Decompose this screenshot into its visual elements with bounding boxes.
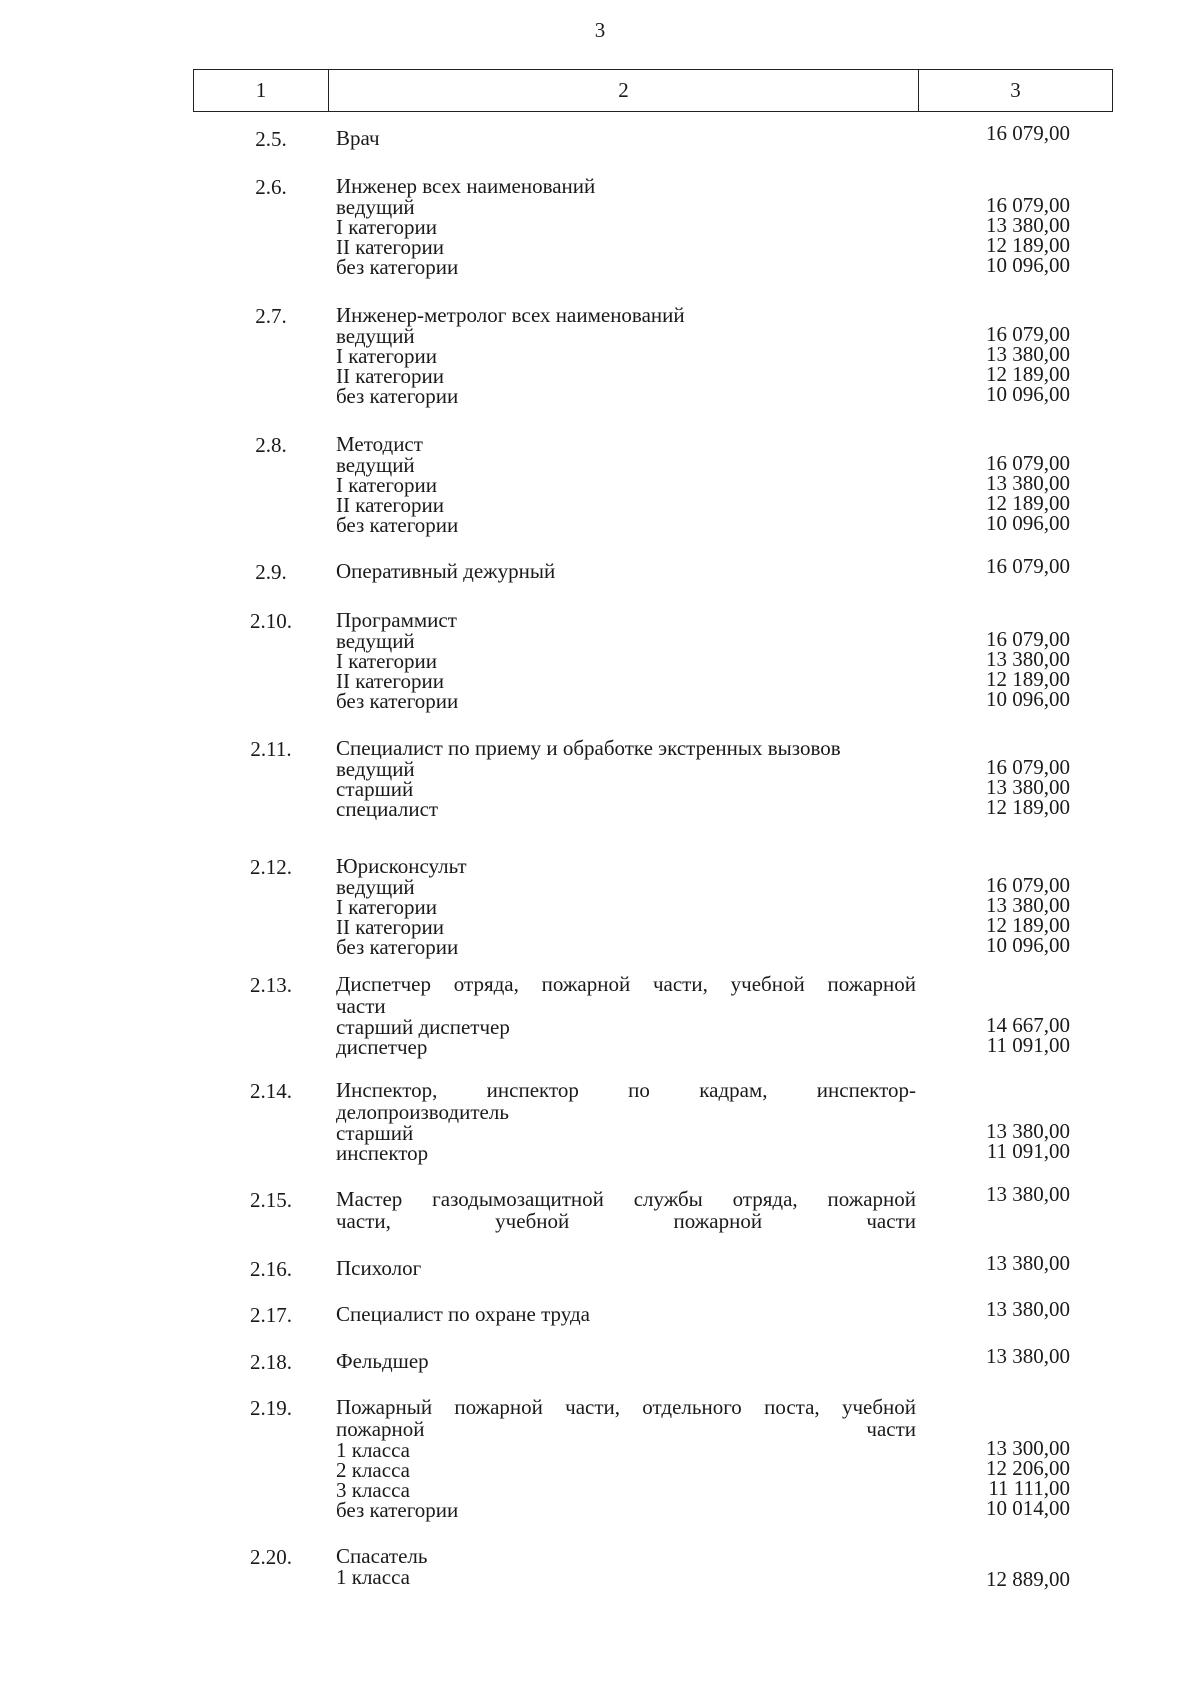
row-number: 2.13. bbox=[250, 973, 292, 997]
position-grade: ведущий bbox=[336, 453, 415, 477]
row-number: 2.8. bbox=[255, 433, 287, 457]
row-description bbox=[336, 560, 916, 582]
salary-value: 12 189,00 bbox=[986, 491, 1070, 515]
row-number: 2.14. bbox=[250, 1079, 292, 1103]
salary-value: 10 096,00 bbox=[986, 253, 1070, 277]
position-title: Мастер газодымозащитной службы отряда, пожарной bbox=[336, 1187, 916, 1211]
salary-value: 13 380,00 bbox=[986, 1297, 1070, 1321]
row-number: 2.16. bbox=[250, 1257, 292, 1281]
row-number: 2.6. bbox=[255, 175, 287, 199]
row-salary-values bbox=[940, 123, 1070, 143]
row-number: 2.12. bbox=[250, 855, 292, 879]
position-grade: I категории bbox=[336, 344, 437, 368]
salary-value: 12 206,00 bbox=[986, 1456, 1070, 1480]
salary-value: 13 380,00 bbox=[986, 342, 1070, 366]
row-description bbox=[336, 433, 916, 535]
salary-value: 13 380,00 bbox=[986, 647, 1070, 671]
position-grade: ведущий bbox=[336, 757, 415, 781]
position-title: делопроизводитель bbox=[336, 1100, 509, 1124]
salary-value: 13 380,00 bbox=[986, 893, 1070, 917]
row-number: 2.5. bbox=[255, 127, 287, 151]
row-number: 2.7. bbox=[255, 304, 287, 328]
position-grade: II категории bbox=[336, 669, 444, 693]
salary-value: 12 189,00 bbox=[986, 233, 1070, 257]
row-description bbox=[336, 973, 916, 1057]
position-grade: I категории bbox=[336, 215, 437, 239]
position-title: Врач bbox=[336, 126, 380, 150]
position-grade: 1 класса bbox=[336, 1438, 410, 1462]
salary-value: 12 889,00 bbox=[986, 1567, 1070, 1591]
position-title: Оперативный дежурный bbox=[336, 559, 556, 583]
position-grade: ведущий bbox=[336, 629, 415, 653]
position-title: Юрисконсульт bbox=[336, 854, 467, 878]
position-grade: 2 класса bbox=[336, 1458, 410, 1482]
position-grade: II категории bbox=[336, 235, 444, 259]
position-grade: старший bbox=[336, 777, 414, 801]
salary-value: 12 189,00 bbox=[986, 667, 1070, 691]
position-grade: I категории bbox=[336, 473, 437, 497]
position-title: Пожарный пожарной части, отдельного поста, учебной bbox=[336, 1395, 916, 1419]
position-grade: специалист bbox=[336, 797, 439, 821]
position-grade: старший bbox=[336, 1121, 414, 1145]
header-col-2: 2 bbox=[329, 70, 919, 111]
position-grade: без категории bbox=[336, 689, 459, 713]
position-grade: II категории bbox=[336, 915, 444, 939]
position-grade: 1 класса bbox=[336, 1565, 410, 1589]
row-number: 2.19. bbox=[250, 1396, 292, 1420]
salary-value: 16 079,00 bbox=[986, 193, 1070, 217]
salary-value: 14 667,00 bbox=[986, 1013, 1070, 1037]
position-grade: II категории bbox=[336, 493, 444, 517]
position-grade: без категории bbox=[336, 513, 459, 537]
salary-value: 11 091,00 bbox=[986, 1139, 1070, 1163]
row-number: 2.11. bbox=[250, 737, 292, 761]
row-number: 2.9. bbox=[255, 560, 287, 584]
salary-value: 12 189,00 bbox=[986, 795, 1070, 819]
row-salary-values bbox=[940, 1184, 1070, 1204]
position-grade: I категории bbox=[336, 895, 437, 919]
position-grade: 3 класса bbox=[336, 1478, 410, 1502]
row-description bbox=[336, 304, 916, 406]
salary-value: 16 079,00 bbox=[986, 873, 1070, 897]
row-description bbox=[336, 609, 916, 711]
row-salary-values bbox=[940, 195, 1070, 275]
salary-value: 10 096,00 bbox=[986, 511, 1070, 535]
header-col-1: 1 bbox=[194, 70, 329, 111]
salary-value: 10 096,00 bbox=[986, 382, 1070, 406]
salary-value: 12 189,00 bbox=[986, 913, 1070, 937]
salary-value: 13 380,00 bbox=[986, 213, 1070, 237]
position-title: Фельдшер bbox=[336, 1349, 429, 1373]
position-title: Методист bbox=[336, 432, 423, 456]
position-title: Диспетчер отряда, пожарной части, учебной пожарной bbox=[336, 972, 916, 996]
table-header bbox=[193, 69, 1113, 112]
row-description bbox=[336, 127, 916, 149]
salary-value: 13 380,00 bbox=[986, 471, 1070, 495]
position-grade: без категории bbox=[336, 255, 459, 279]
row-description bbox=[336, 855, 916, 957]
row-salary-values bbox=[940, 757, 1070, 817]
position-title: части, учебной пожарной части bbox=[336, 1209, 916, 1233]
salary-value: 13 380,00 bbox=[986, 1119, 1070, 1143]
position-grade: без категории bbox=[336, 935, 459, 959]
row-description bbox=[336, 1545, 916, 1587]
position-grade: диспетчер bbox=[336, 1035, 428, 1059]
salary-value: 10 096,00 bbox=[986, 687, 1070, 711]
position-title: Специалист по приему и обработке экстренных вызовов bbox=[336, 736, 841, 760]
salary-value: 13 380,00 bbox=[986, 1182, 1070, 1206]
position-grade: ведущий bbox=[336, 875, 415, 899]
row-number: 2.15. bbox=[250, 1188, 292, 1212]
row-description bbox=[336, 737, 916, 819]
position-title: Инспектор, инспектор по кадрам, инспектор- bbox=[336, 1078, 916, 1102]
position-grade: без категории bbox=[336, 1498, 459, 1522]
row-salary-values bbox=[940, 1253, 1070, 1273]
row-salary-values bbox=[940, 1015, 1070, 1055]
salary-value: 16 079,00 bbox=[986, 627, 1070, 651]
row-salary-values bbox=[940, 1346, 1070, 1366]
row-description bbox=[336, 1396, 916, 1520]
position-title: Инженер всех наименований bbox=[336, 174, 596, 198]
salary-value: 10 014,00 bbox=[986, 1496, 1070, 1520]
salary-value: 16 079,00 bbox=[986, 755, 1070, 779]
position-title: части bbox=[336, 994, 386, 1018]
page-number: 3 bbox=[594, 18, 606, 42]
row-salary-values bbox=[940, 1438, 1070, 1518]
position-grade: инспектор bbox=[336, 1141, 429, 1165]
salary-value: 13 380,00 bbox=[986, 775, 1070, 799]
row-number: 2.20. bbox=[250, 1545, 292, 1569]
position-title: пожарной части bbox=[336, 1417, 916, 1441]
salary-value: 16 079,00 bbox=[986, 322, 1070, 346]
salary-value: 13 380,00 bbox=[986, 1251, 1070, 1275]
row-salary-values bbox=[940, 875, 1070, 955]
position-title: Специалист по охране труда bbox=[336, 1302, 590, 1326]
position-grade: ведущий bbox=[336, 324, 415, 348]
row-number: 2.18. bbox=[250, 1350, 292, 1374]
position-grade: ведущий bbox=[336, 195, 415, 219]
salary-value: 16 079,00 bbox=[986, 121, 1070, 145]
row-description bbox=[336, 1188, 916, 1232]
position-grade: II категории bbox=[336, 364, 444, 388]
row-salary-values bbox=[940, 556, 1070, 576]
row-description bbox=[336, 1350, 916, 1372]
row-description bbox=[336, 1303, 916, 1325]
row-salary-values bbox=[940, 453, 1070, 533]
row-description bbox=[336, 1257, 916, 1279]
row-number: 2.10. bbox=[250, 609, 292, 633]
row-salary-values bbox=[940, 1299, 1070, 1319]
row-salary-values bbox=[940, 1569, 1070, 1589]
salary-value: 11 091,00 bbox=[986, 1033, 1070, 1057]
row-salary-values bbox=[940, 1121, 1070, 1161]
position-grade: старший диспетчер bbox=[336, 1015, 510, 1039]
salary-value: 16 079,00 bbox=[986, 451, 1070, 475]
position-grade: I категории bbox=[336, 649, 437, 673]
salary-value: 13 300,00 bbox=[986, 1436, 1070, 1460]
row-number: 2.17. bbox=[250, 1303, 292, 1327]
position-title: Программист bbox=[336, 608, 457, 632]
row-description bbox=[336, 175, 916, 277]
row-salary-values bbox=[940, 629, 1070, 709]
salary-value: 10 096,00 bbox=[986, 933, 1070, 957]
salary-value: 12 189,00 bbox=[986, 362, 1070, 386]
position-title: Психолог bbox=[336, 1256, 422, 1280]
position-title: Спасатель bbox=[336, 1544, 428, 1568]
header-col-3: 3 bbox=[1010, 78, 1021, 102]
salary-value: 16 079,00 bbox=[986, 554, 1070, 578]
salary-value: 13 380,00 bbox=[986, 1344, 1070, 1368]
row-description bbox=[336, 1079, 916, 1163]
salary-value: 11 111,00 bbox=[988, 1476, 1070, 1500]
row-salary-values bbox=[940, 324, 1070, 404]
position-title: Инженер-метролог всех наименований bbox=[336, 303, 685, 327]
position-grade: без категории bbox=[336, 384, 459, 408]
